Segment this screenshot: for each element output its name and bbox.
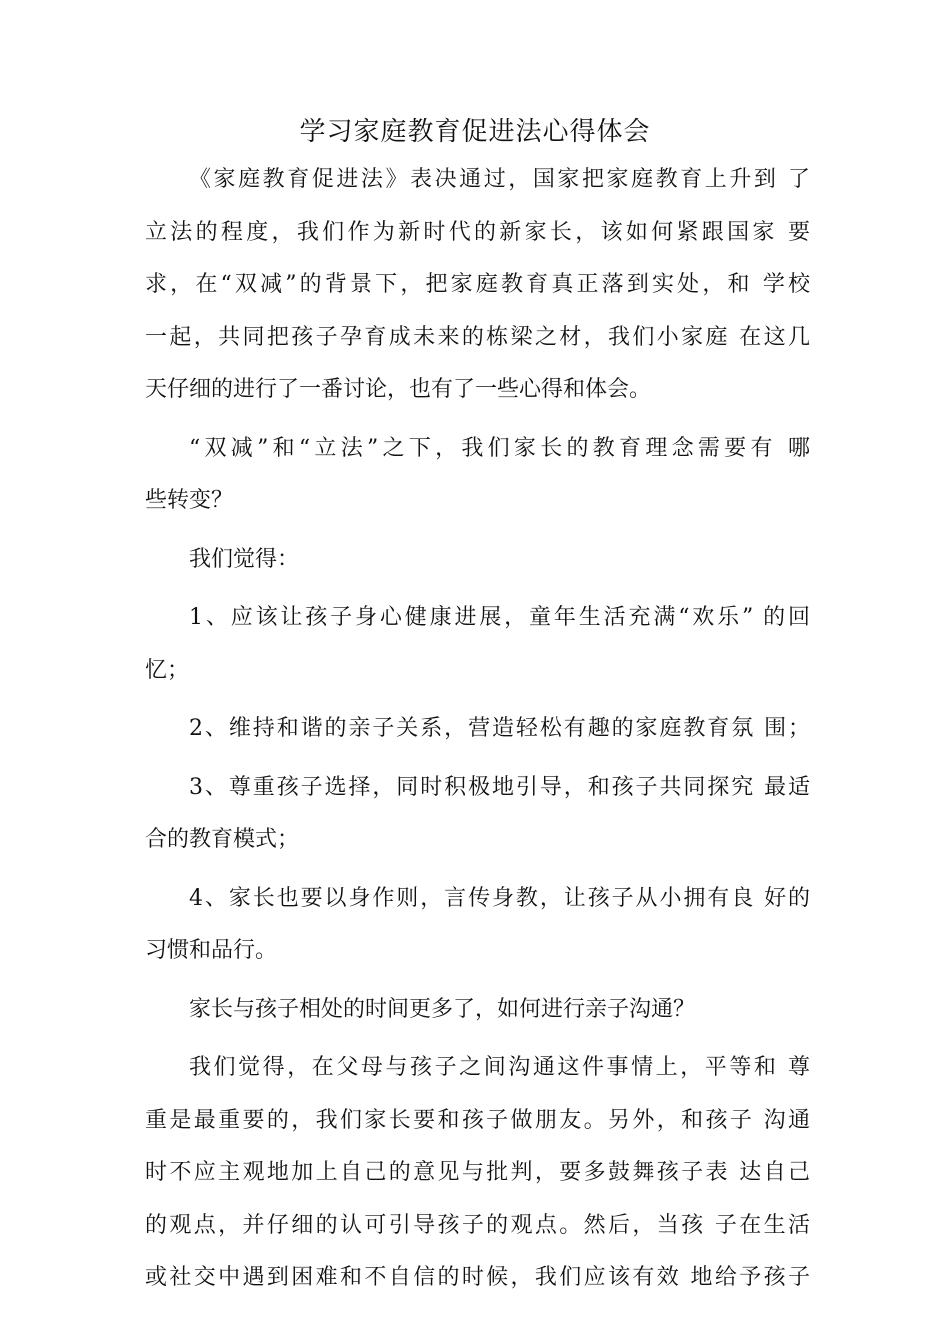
text-line: 习惯和品行。 (145, 938, 278, 963)
text-line: 忆； (145, 657, 190, 683)
text-line: 立法的程度，我们作为新时代的新家长，该如何紧跟国家 要 (145, 219, 810, 245)
text-line: “双减”和“立法”之下，我们家长的教育理念需要有 哪 (189, 435, 810, 461)
text-line: 重是最重要的，我们家长要和孩子做朋友。另外，和孩子 沟通 (145, 1107, 810, 1133)
text-line: 我们觉得： (189, 546, 300, 572)
text-line: 3、尊重孩子选择，同时积极地引导，和孩子共同探究 最适 (189, 774, 810, 800)
text-line: 求，在“双减”的背景下，把家庭教育真正落到实处，和 学校 (145, 272, 810, 297)
text-line: 2、维持和谐的亲子关系，营造轻松有趣的家庭教育氛 围； (189, 716, 810, 741)
text-line: 合的教育模式； (145, 827, 300, 852)
text-line: 1、应该让孩子身心健康进展，童年生活充满“欢乐” 的回 (189, 605, 810, 630)
text-line: 家长与孩子相处的时间更多了，如何进行亲子沟通？ (189, 996, 696, 1022)
text-line: 时不应主观地加上自己的意见与批判，要多鼓舞孩子表 达自己 (145, 1160, 810, 1185)
text-line: 我们觉得，在父母与孩子之间沟通这件事情上，平等和 尊 (189, 1055, 810, 1080)
text-line: 《家庭教育促进法》表决通过，国家把家庭教育上升到 了 (189, 167, 810, 192)
text-line: 些转变？ (145, 488, 234, 513)
text-line: 的观点，并仔细的认可引导孩子的观点。然后，当孩 子在生活 (145, 1212, 810, 1238)
document-body (145, 154, 810, 1305)
text-line: 天仔细的进行了一番讨论，也有了一些心得和体会。 (145, 377, 652, 402)
text-line: 一起，共同把孩子孕育成未来的栋梁之材，我们小家庭 在这几 (145, 324, 810, 350)
text-line: 或社交中遇到困难和不自信的时候，我们应该有效 地给予孩子 (145, 1265, 810, 1290)
document-title: 学习家庭教育促进法心得体会 (299, 117, 651, 147)
text-line: 4、家长也要以身作则，言传身教，让孩子从小拥有良 好的 (189, 885, 810, 911)
